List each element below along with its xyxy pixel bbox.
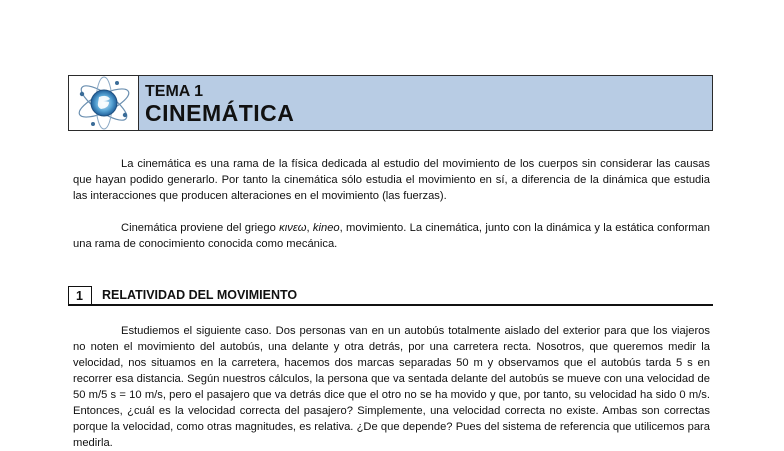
title-cell bbox=[139, 76, 712, 130]
intro-2-text-b: , movimiento. La cinemática, junto con la dinámica y la estática conforman una rama de conocimiento conocida como mecánica. bbox=[73, 222, 710, 250]
chapter-header bbox=[68, 75, 713, 131]
intro-paragraph-2 bbox=[73, 220, 710, 252]
atom-logo-icon bbox=[73, 77, 135, 129]
section-heading bbox=[68, 286, 713, 306]
section-1-paragraph: Estudiemos el siguiente caso. Dos personas van en un autobús totalmente aislado del exterior para que los viajeros no noten el movimiento del autobús, una delante y otra detrás, por una carretera recta. Nosotros, que queremos medir la velocidad, nos situamos en la carretera, hacemos dos marcas separadas 50 m y observamos que el autobús tarda 5 s en recorrer esa distancia. Según nuestros cálculos, la persona que va sentada delante del autobús se mueve con una velocidad de 50 m/5 s = 10 m/s, pero el pasajero que va detrás dice que el otro no se ha movido y que, por tanto, su velocidad ha sido 0 m/s. Entonces, ¿cuál es la velocidad correcta del pasajero? Simplemente, una velocidad correcta no existe. Ambas son correctas porque la velocidad, como otras magnitudes, es relativa. ¿De que depende? Pues del sistema de referencia que utilicemos para medirla. bbox=[73, 325, 710, 449]
logo-cell bbox=[69, 76, 139, 130]
chapter-number-label: TEMA 1 bbox=[145, 82, 204, 100]
section-number: 1 bbox=[68, 286, 92, 305]
intro-2-text-a: Cinemática proviene del griego bbox=[121, 222, 280, 234]
section-title: RELATIVIDAD DEL MOVIMIENTO bbox=[102, 288, 298, 302]
chapter-title: CINEMÁTICA bbox=[145, 99, 295, 126]
kineo-word: kineo bbox=[312, 222, 340, 234]
intro-paragraph-1: La cinemática es una rama de la física dedicada al estudio del movimiento de los cuerpos sin considerar las causas que hayan podido generarlo. Por tanto la cinemática sólo estudia el movimiento en sí, a diferencia de la dinámica que estudia las interacciones que producen alteraciones en el movimiento (las fuerzas). bbox=[73, 158, 710, 202]
greek-word: κινεω bbox=[279, 222, 307, 234]
intro-2-sep: , bbox=[306, 222, 313, 234]
